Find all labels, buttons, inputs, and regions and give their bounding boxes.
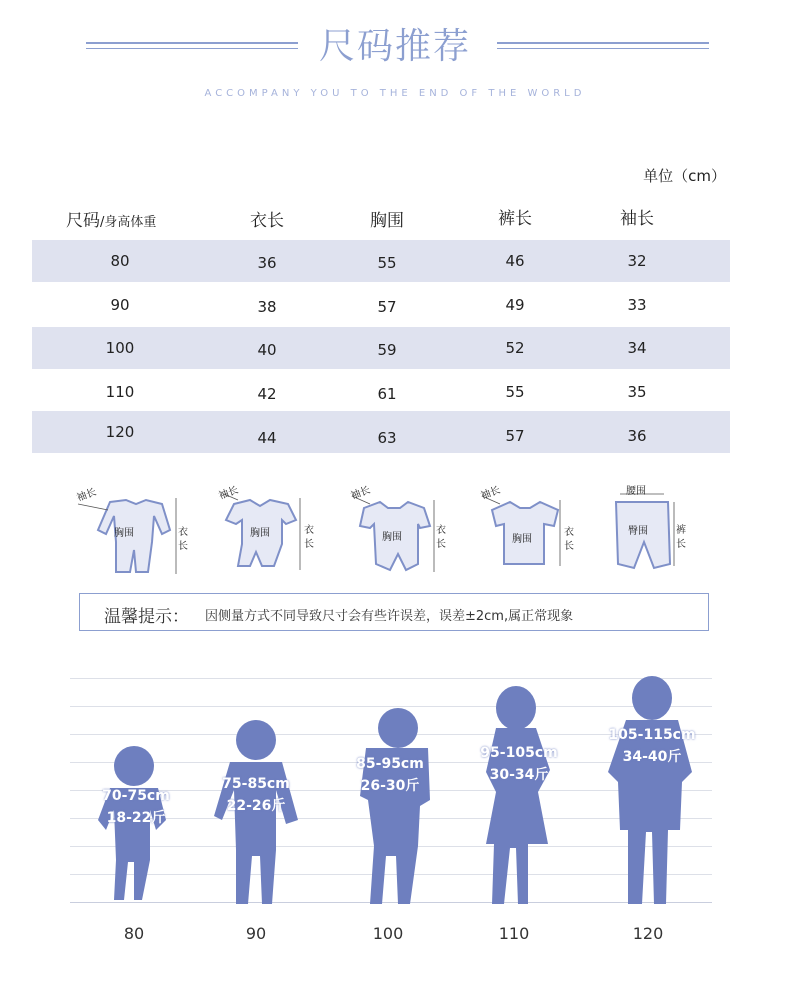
diagram-longsleeve-romper — [70, 480, 190, 580]
cell-length: 36 — [257, 254, 277, 272]
cell-sleeve: 33 — [627, 296, 647, 314]
cell-size: 100 — [105, 339, 135, 357]
kid-100-height: 85-95cm — [356, 756, 424, 772]
cell-length: 38 — [257, 298, 277, 316]
diagram-tshirt — [478, 480, 588, 580]
cell-chest: 57 — [377, 298, 397, 316]
cell-chest: 61 — [377, 385, 397, 403]
cell-sleeve: 32 — [627, 252, 647, 270]
label-sleeve: 袖长 — [479, 484, 502, 502]
cell-chest: 63 — [377, 429, 397, 447]
kid-size-90: 90 — [245, 924, 267, 943]
child-120-silhouette — [608, 676, 692, 904]
header-pants: 裤长 — [498, 209, 532, 229]
cell-size: 110 — [105, 383, 135, 401]
label-chest: 胸围 — [382, 532, 402, 543]
kid-120-label — [604, 724, 700, 768]
table-row — [32, 371, 730, 413]
cell-sleeve: 34 — [627, 339, 647, 357]
kid-100-label — [350, 753, 430, 797]
cell-pants: 49 — [505, 296, 525, 314]
cell-size: 90 — [110, 296, 130, 314]
header-length: 衣长 — [250, 211, 284, 231]
kid-120-weight: 34-40斤 — [622, 749, 682, 765]
tip-box — [79, 593, 709, 631]
label-chest: 胸围 — [114, 528, 134, 539]
cell-size: 120 — [105, 423, 135, 441]
cell-chest: 55 — [377, 254, 397, 272]
label-sleeve: 袖长 — [349, 484, 372, 502]
diagram-pants — [606, 480, 690, 580]
cell-pants: 57 — [505, 427, 525, 445]
kid-90-label — [216, 773, 296, 817]
kid-size-100: 100 — [372, 924, 404, 943]
table-row — [32, 240, 730, 282]
table-row — [32, 327, 730, 369]
diagram-short-romper — [348, 480, 458, 580]
unit-label: 单位（cm） — [643, 167, 726, 185]
diagram-shortsleeve-bodysuit — [216, 480, 326, 580]
kid-90-height: 75-85cm — [222, 776, 290, 792]
tip-label: 温馨提示： — [104, 607, 189, 627]
header-chest: 胸围 — [370, 211, 404, 231]
kid-110-weight: 30-34斤 — [489, 767, 549, 783]
cell-size: 80 — [110, 252, 130, 270]
label-sleeve: 袖长 — [75, 486, 98, 504]
kid-100-weight: 26-30斤 — [360, 778, 420, 794]
label-length: 衣长 — [178, 527, 188, 552]
cell-pants: 55 — [505, 383, 525, 401]
romper-longsleeve-icon — [98, 500, 170, 572]
kid-110-label — [474, 742, 564, 786]
table-row — [32, 411, 730, 453]
label-hip: 臀围 — [628, 526, 648, 537]
header-size: 尺码/身高体重 — [66, 211, 157, 231]
header-sleeve: 袖长 — [620, 209, 654, 229]
kid-size-110: 110 — [498, 924, 530, 943]
kid-110-height: 95-105cm — [480, 745, 558, 761]
kid-80-height: 70-75cm — [102, 788, 170, 804]
cell-pants: 52 — [505, 339, 525, 357]
label-waist: 腰围 — [626, 486, 646, 497]
kid-120-height: 105-115cm — [608, 727, 696, 743]
cell-length: 42 — [257, 385, 277, 403]
cell-chest: 59 — [377, 341, 397, 359]
cell-length: 44 — [257, 429, 277, 447]
child-110-silhouette — [486, 686, 550, 904]
kid-80-weight: 18-22斤 — [106, 810, 166, 826]
label-length: 衣长 — [564, 527, 574, 552]
kid-size-120: 120 — [632, 924, 664, 943]
cell-sleeve: 35 — [627, 383, 647, 401]
label-length: 衣长 — [436, 525, 446, 550]
table-row — [32, 284, 730, 326]
label-length: 衣长 — [304, 525, 314, 550]
page-subtitle: ACCOMPANY YOU TO THE END OF THE WORLD — [204, 88, 586, 99]
label-pants: 裤长 — [676, 525, 686, 550]
label-sleeve: 袖长 — [217, 484, 240, 502]
kid-90-weight: 22-26斤 — [226, 798, 286, 814]
cell-length: 40 — [257, 341, 277, 359]
cell-sleeve: 36 — [627, 427, 647, 445]
page-title: 尺码推荐 — [318, 26, 471, 67]
child-100-silhouette — [360, 708, 430, 904]
kid-80-label — [96, 785, 176, 829]
cell-pants: 46 — [505, 252, 525, 270]
label-chest: 胸围 — [250, 528, 270, 539]
label-chest: 胸围 — [512, 534, 532, 545]
kid-size-80: 80 — [123, 924, 145, 943]
tip-text: 因侧量方式不同导致尺寸会有些许误差，误差±2cm,属正常现象 — [205, 609, 574, 624]
